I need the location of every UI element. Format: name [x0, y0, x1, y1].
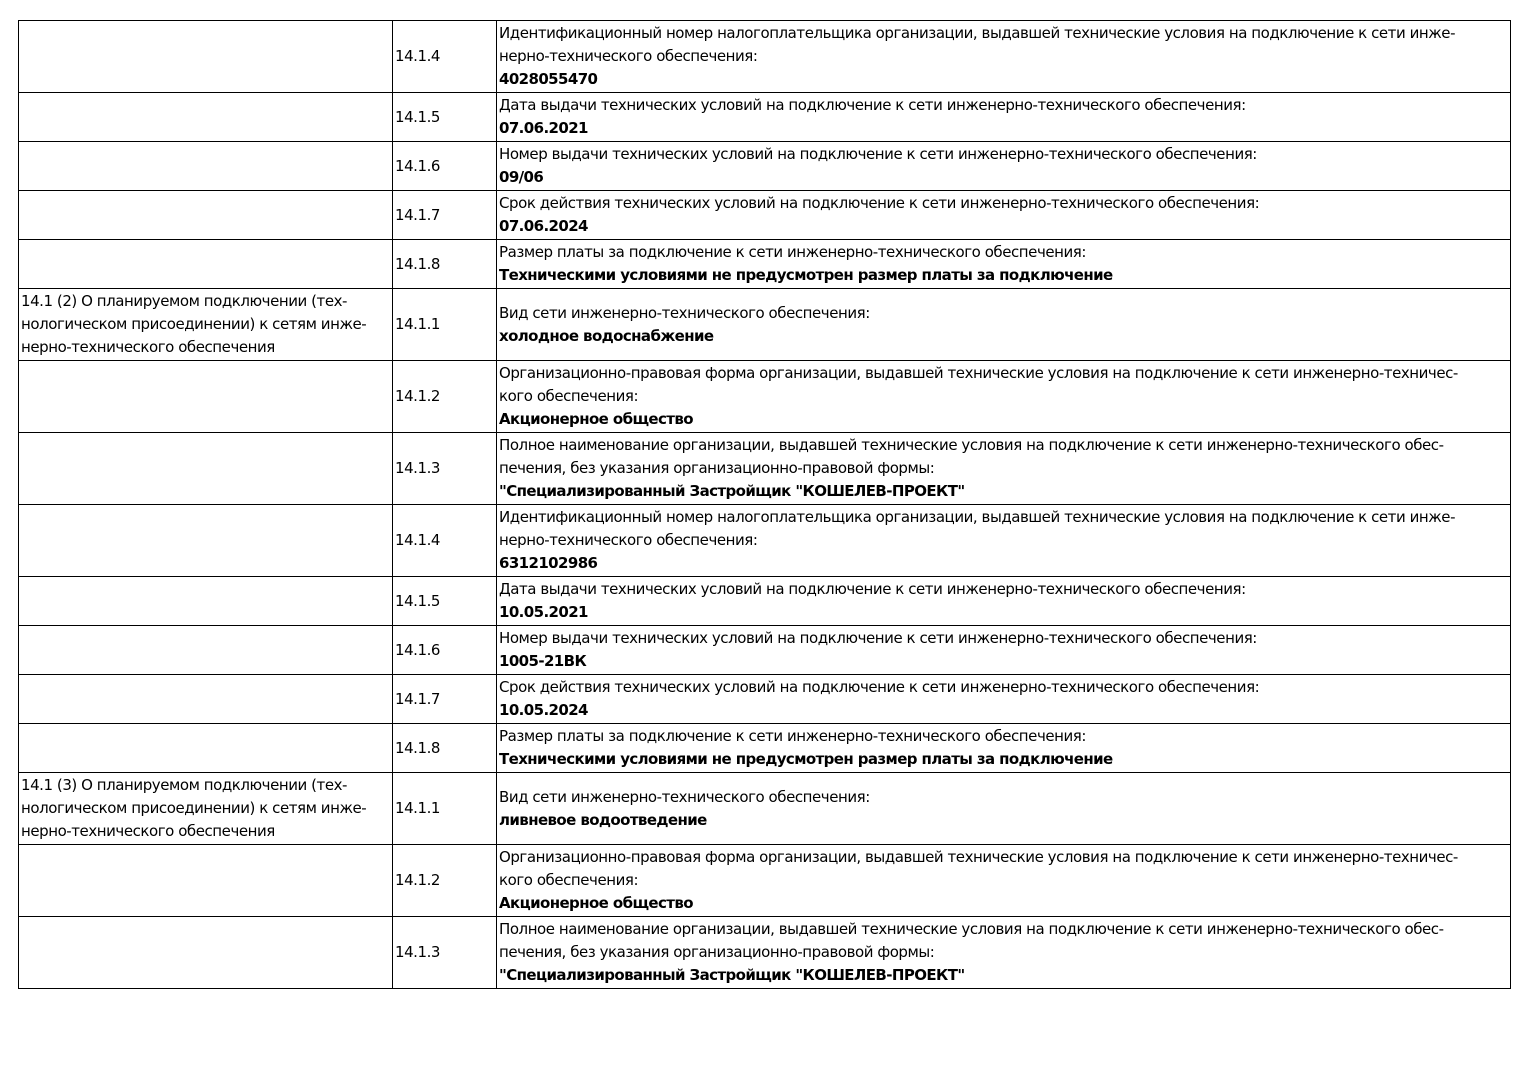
item-code: 14.1.5	[395, 107, 441, 126]
code-cell	[393, 93, 497, 142]
content-cell	[497, 626, 1511, 675]
field-value: Техническими условиями не предусмотрен размер платы за подключение	[499, 266, 1113, 284]
table-row	[19, 626, 1511, 675]
field-label: Полное наименование организации, выдавшей технические условия на подключение к сети инженерно-технического обес- печения, без указания организационно-правовой формы:	[499, 436, 1444, 477]
field-value: Акционерное общество	[499, 410, 693, 428]
section-cell	[19, 433, 393, 505]
item-code: 14.1.2	[395, 871, 441, 889]
code-cell	[393, 361, 497, 433]
field-label: Номер выдачи технических условий на подключение к сети инженерно-технического обеспечения:	[499, 629, 1257, 647]
field-label: Вид сети инженерно-технического обеспечения:	[499, 787, 870, 806]
item-code: 14.1.1	[395, 315, 441, 333]
section-cell	[19, 917, 393, 989]
content-cell	[497, 361, 1511, 433]
content-cell	[497, 142, 1511, 191]
field-value: Акционерное общество	[499, 894, 693, 912]
field-value: ливневое водоотведение	[499, 810, 707, 829]
table-row	[19, 577, 1511, 626]
field-label: Размер платы за подключение к сети инженерно-технического обеспечения:	[499, 243, 1086, 261]
field-label: Дата выдачи технических условий на подключение к сети инженерно-технического обеспечения:	[499, 580, 1246, 598]
code-cell	[393, 142, 497, 191]
section-cell	[19, 626, 393, 675]
table-row	[19, 773, 1511, 845]
content-cell	[497, 724, 1511, 773]
field-label: Полное наименование организации, выдавшей технические условия на подключение к сети инженерно-технического обес- печения, без указания организационно-правовой формы:	[499, 920, 1444, 961]
field-label: Срок действия технических условий на подключение к сети инженерно-технического обеспечения:	[499, 678, 1260, 696]
section-cell	[19, 505, 393, 577]
content-cell	[497, 773, 1511, 845]
table-row	[19, 724, 1511, 773]
content-cell	[497, 240, 1511, 289]
table-row	[19, 917, 1511, 989]
code-cell	[393, 724, 497, 773]
field-label: Вид сети инженерно-технического обеспечения:	[499, 303, 870, 322]
section-cell	[19, 361, 393, 433]
content-cell	[497, 505, 1511, 577]
field-value: холодное водоснабжение	[499, 326, 714, 345]
content-cell	[497, 675, 1511, 724]
document-table	[18, 20, 1511, 989]
section-cell	[19, 577, 393, 626]
field-value: 1005-21ВК	[499, 652, 587, 670]
section-cell	[19, 191, 393, 240]
content-cell	[497, 433, 1511, 505]
item-code: 14.1.2	[395, 387, 441, 405]
item-code: 14.1.4	[395, 47, 441, 65]
item-code: 14.1.4	[395, 531, 441, 549]
item-code: 14.1.8	[395, 254, 441, 273]
field-label: Дата выдачи технических условий на подключение к сети инженерно-технического обеспечения:	[499, 96, 1246, 114]
item-code: 14.1.3	[395, 459, 441, 477]
section-cell	[19, 289, 393, 361]
section-cell	[19, 142, 393, 191]
field-label: Идентификационный номер налогоплательщика организации, выдавшей технические условия на подключение к сети инже- нерно-технического обеспечения:	[499, 508, 1456, 549]
item-code: 14.1.7	[395, 205, 441, 224]
code-cell	[393, 191, 497, 240]
code-cell	[393, 240, 497, 289]
code-cell	[393, 433, 497, 505]
field-value: 07.06.2021	[499, 119, 588, 137]
code-cell	[393, 917, 497, 989]
table-row	[19, 675, 1511, 724]
code-cell	[393, 675, 497, 724]
item-code: 14.1.1	[395, 799, 441, 817]
item-code: 14.1.7	[395, 689, 441, 708]
content-cell	[497, 21, 1511, 93]
section-cell	[19, 845, 393, 917]
item-code: 14.1.3	[395, 943, 441, 961]
table-row	[19, 93, 1511, 142]
section-cell	[19, 21, 393, 93]
code-cell	[393, 577, 497, 626]
content-cell	[497, 191, 1511, 240]
content-cell	[497, 577, 1511, 626]
table-row	[19, 505, 1511, 577]
field-label: Номер выдачи технических условий на подключение к сети инженерно-технического обеспечения:	[499, 145, 1257, 163]
field-value: "Специализированный Застройщик "КОШЕЛЕВ-ПРОЕКТ"	[499, 966, 965, 984]
content-cell	[497, 845, 1511, 917]
section-cell	[19, 93, 393, 142]
field-value: "Специализированный Застройщик "КОШЕЛЕВ-ПРОЕКТ"	[499, 482, 965, 500]
field-value: 6312102986	[499, 554, 598, 572]
section-cell	[19, 773, 393, 845]
content-cell	[497, 917, 1511, 989]
field-label: Организационно-правовая форма организации, выдавшей технические условия на подключение к сети инженерно-техничес- кого обеспечения:	[499, 364, 1458, 405]
code-cell	[393, 626, 497, 675]
field-label: Идентификационный номер налогоплательщика организации, выдавшей технические условия на подключение к сети инже- нерно-технического обеспечения:	[499, 24, 1456, 65]
field-value: 07.06.2024	[499, 217, 588, 235]
table-row	[19, 361, 1511, 433]
code-cell	[393, 773, 497, 845]
code-cell	[393, 845, 497, 917]
code-cell	[393, 505, 497, 577]
field-value: 09/06	[499, 168, 544, 186]
code-cell	[393, 21, 497, 93]
item-code: 14.1.8	[395, 738, 441, 757]
field-value: 10.05.2021	[499, 603, 588, 621]
section-cell	[19, 675, 393, 724]
table-row	[19, 191, 1511, 240]
content-cell	[497, 289, 1511, 361]
table-row	[19, 21, 1511, 93]
table-row	[19, 240, 1511, 289]
section-cell	[19, 724, 393, 773]
field-label: Срок действия технических условий на подключение к сети инженерно-технического обеспечения:	[499, 194, 1260, 212]
item-code: 14.1.6	[395, 640, 441, 659]
content-cell	[497, 93, 1511, 142]
section-cell	[19, 240, 393, 289]
table-row	[19, 845, 1511, 917]
field-value: 10.05.2024	[499, 701, 588, 719]
field-value: 4028055470	[499, 70, 598, 88]
table-row	[19, 433, 1511, 505]
field-value: Техническими условиями не предусмотрен размер платы за подключение	[499, 750, 1113, 768]
field-label: Размер платы за подключение к сети инженерно-технического обеспечения:	[499, 727, 1086, 745]
item-code: 14.1.5	[395, 591, 441, 610]
table-row	[19, 142, 1511, 191]
item-code: 14.1.6	[395, 156, 441, 175]
section-title: 14.1 (2) О планируемом подключении (тех- нологическом присоединении) к сетям инже- нерно-технического обеспечения	[21, 292, 367, 356]
table-row	[19, 289, 1511, 361]
section-title: 14.1 (3) О планируемом подключении (тех- нологическом присоединении) к сетям инже- нерно-технического обеспечения	[21, 776, 367, 840]
code-cell	[393, 289, 497, 361]
field-label: Организационно-правовая форма организации, выдавшей технические условия на подключение к сети инженерно-техничес- кого обеспечения:	[499, 848, 1458, 889]
